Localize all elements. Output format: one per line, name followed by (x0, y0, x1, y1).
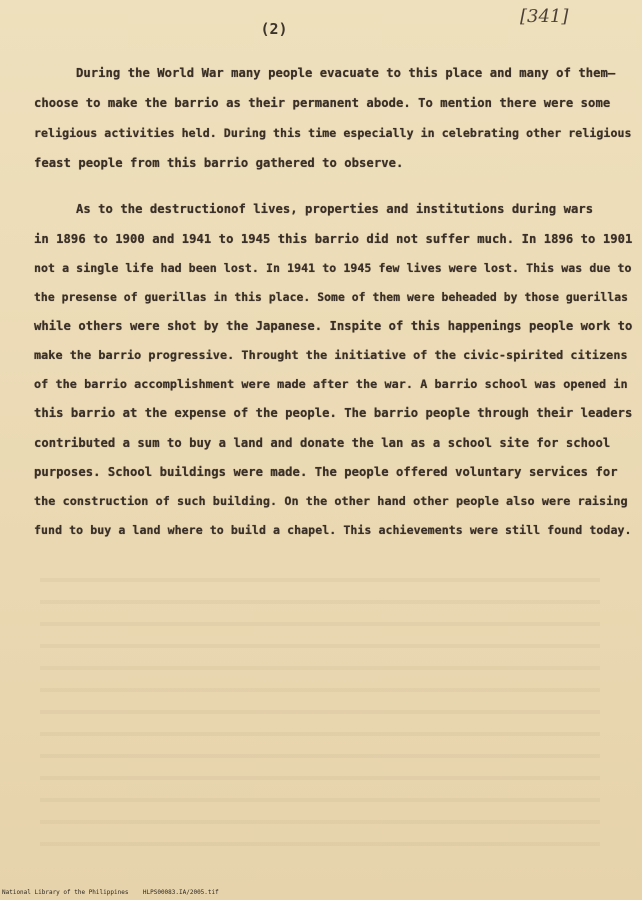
text-line: As to the destructionof lives, properties and institutions during wars (76, 202, 594, 216)
page-number: (2) (260, 20, 288, 38)
text-line: make the barrio progressive. Throught the initiative of the civic-spirited citizens (34, 348, 628, 362)
handwritten-page-mark: [341] (520, 6, 569, 27)
text-line: feast people from this barrio gathered to observe. (34, 156, 404, 170)
text-line: this barrio at the expense of the people. The barrio people through their leaders (34, 406, 633, 420)
text-line: During the World War many people evacuate to this place and many of them— (76, 66, 616, 80)
text-line: the presense of guerillas in this place. Some of them were beheaded by those guerillas (34, 290, 629, 304)
text-line: the construction of such building. On the other hand other people also were raising (34, 494, 628, 508)
text-line: contributed a sum to buy a land and donate the lan as a school site for school (34, 436, 611, 450)
text-line: while others were shot by the Japanese. Inspite of this happenings people work to (34, 319, 633, 333)
text-line: religious activities held. During this time especially in celebrating other religious (34, 126, 632, 140)
text-line: in 1896 to 1900 and 1941 to 1945 this barrio did not suffer much. In 1896 to 1901 (34, 232, 633, 246)
text-line: not a single life had been lost. In 1941 to 1945 few lives were lost. This was due to (34, 261, 632, 275)
archive-footer: National Library of the Philippines HLPS00083.IA/2005.tif (2, 889, 219, 896)
text-line: fund to buy a land where to build a chapel. This achievements were still found today. (34, 523, 632, 537)
text-line: purposes. School buildings were made. The people offered voluntary services for (34, 465, 618, 479)
text-line: choose to make the barrio as their permanent abode. To mention there were some (34, 96, 611, 110)
bleed-through-area (40, 560, 600, 860)
text-line: of the barrio accomplishment were made after the war. A barrio school was opened in (34, 377, 628, 391)
